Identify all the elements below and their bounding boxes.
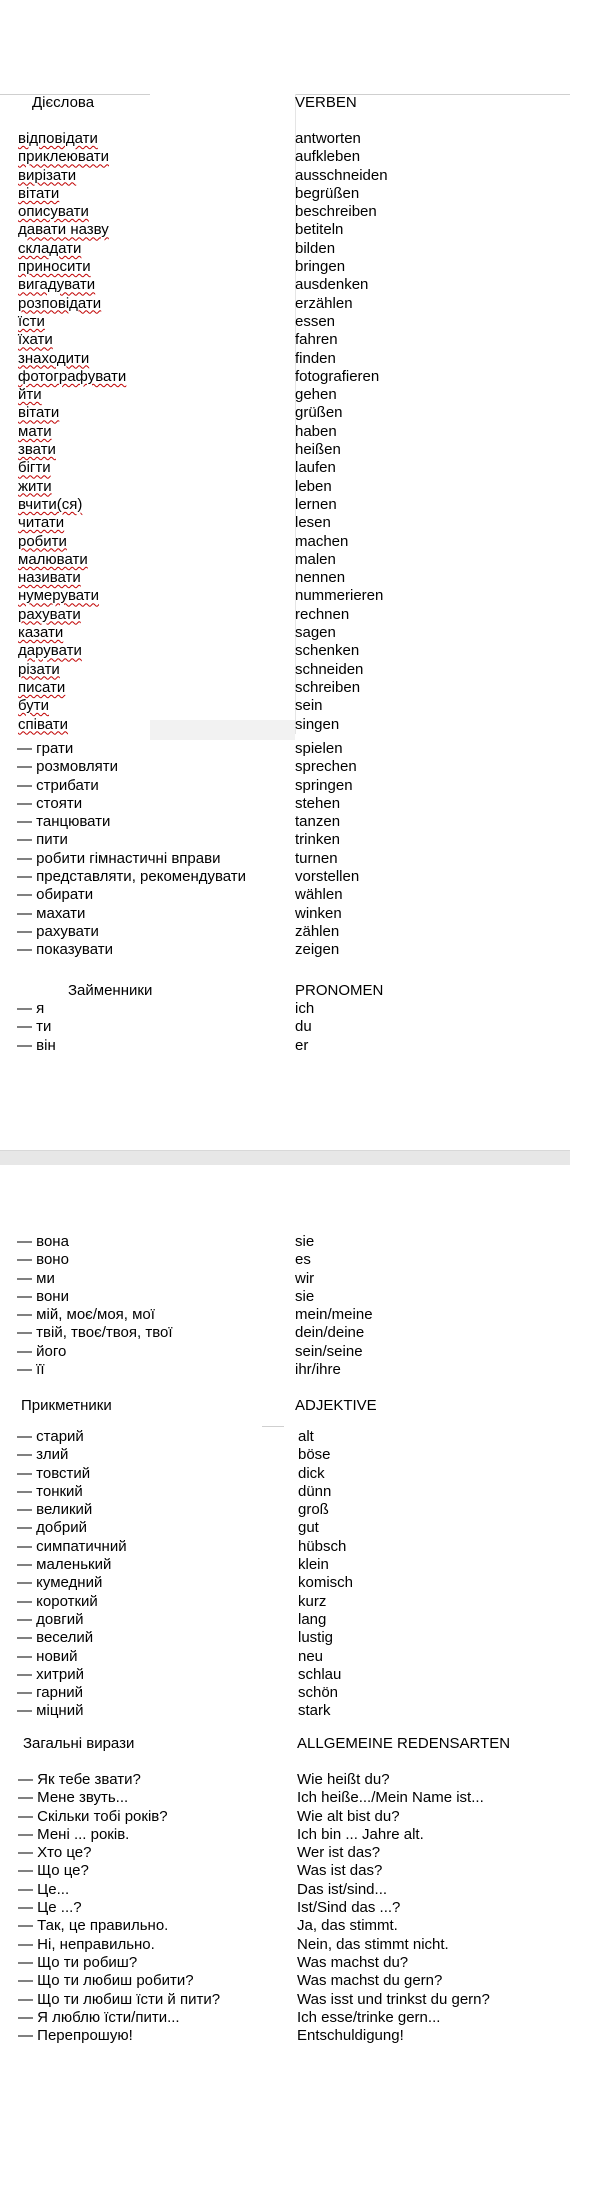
verb-uk-item: називати	[18, 569, 81, 587]
pronoun-uk-item: — я	[17, 1000, 45, 1017]
verb-uk-item: приносити	[18, 258, 91, 276]
phrase-de-item: Was isst und trinkst du gern?	[297, 1990, 490, 2008]
adjective-de-item: schlau	[298, 1665, 342, 1683]
phrase-de-item: Entschuldigung!	[297, 2027, 404, 2045]
adjective-de-item: stark	[298, 1702, 331, 1720]
pronoun-uk-item: — він	[17, 1036, 56, 1054]
verb-dash-uk-item: — показувати	[17, 941, 113, 959]
verb-de-item: laufen	[295, 459, 336, 477]
pronoun-uk-item: — її	[17, 1361, 45, 1379]
verb-dash-de-item: turnen	[295, 849, 338, 867]
phrases-heading-uk: Загальні вирази	[23, 1735, 135, 1752]
verb-uk-item: знаходити	[18, 349, 90, 367]
verbs-heading-uk: Дієслова	[32, 94, 95, 111]
verb-dash-de-item: winken	[295, 904, 342, 922]
phrase-uk-item: — Що ти любиш робити?	[18, 1972, 194, 1990]
pronoun-de-item: du	[295, 1018, 312, 1036]
phrase-uk-item: — Що це?	[18, 1862, 89, 1880]
adjectives-heading-de: ADJEKTIVE	[295, 1397, 377, 1414]
adjective-de-item: dick	[298, 1464, 325, 1482]
verb-de-item: antworten	[295, 130, 361, 147]
verb-uk-item: звати	[18, 441, 56, 459]
phrase-de-item: Ich bin ... Jahre alt.	[297, 1825, 424, 1843]
page-separator	[0, 1150, 570, 1166]
pronoun-de-item: dein/deine	[295, 1324, 365, 1342]
pronoun-de-item: wir	[295, 1269, 315, 1287]
pronoun-uk-item: — ти	[17, 1018, 52, 1036]
verb-de-item: heißen	[295, 441, 341, 459]
pronoun-uk-item: — вони	[17, 1287, 69, 1305]
phrase-uk-item: — Що ти робиш?	[18, 1953, 138, 1971]
pronoun-de-item: ich	[295, 1000, 315, 1017]
verb-uk-item: складати	[18, 239, 82, 257]
verb-uk-item: співати	[18, 715, 69, 733]
verb-uk-item: фотографувати	[18, 367, 127, 385]
verb-dash-de-item: wählen	[295, 886, 343, 904]
verb-dash-uk-item: — танцювати	[17, 813, 111, 831]
adjective-uk-item: — великий	[17, 1501, 93, 1519]
verbs-heading-de: VERBEN	[295, 94, 357, 111]
phrase-de-item: Das ist/sind...	[297, 1880, 388, 1898]
adjective-de-item: groß	[298, 1501, 329, 1519]
phrase-de-item: Wer ist das?	[297, 1844, 381, 1862]
verb-dash-de-item: zeigen	[295, 941, 340, 959]
pronoun-de-item: sie	[295, 1233, 315, 1250]
verb-uk-item: нумерувати	[18, 587, 100, 605]
phrase-uk-item: — Що ти любиш їсти й пити?	[18, 1990, 221, 2008]
verb-dash-de-item: sprechen	[295, 758, 357, 776]
verb-uk-item: читати	[18, 514, 65, 532]
verb-de-item: leben	[295, 477, 332, 495]
verb-de-item: bringen	[295, 258, 346, 276]
verb-uk-item: різати	[18, 660, 60, 678]
phrase-de-item: Was machst du?	[297, 1953, 409, 1971]
adjective-de-item: böse	[298, 1446, 331, 1464]
verb-de-item: fahren	[295, 331, 338, 349]
verb-dash-de-item: vorstellen	[295, 868, 360, 886]
verb-de-item: begrüßen	[295, 184, 360, 202]
verb-uk-item: малювати	[18, 550, 88, 568]
verb-uk-item: описувати	[18, 203, 89, 221]
verb-de-item: rechnen	[295, 605, 350, 623]
pronoun-uk-item: — воно	[17, 1251, 69, 1269]
verb-uk-item: робити	[18, 532, 67, 550]
pronoun-uk-item: — ми	[17, 1269, 55, 1287]
verb-de-item: erzählen	[295, 294, 353, 312]
adjective-uk-item: — довгий	[17, 1610, 84, 1628]
adjective-de-item: lustig	[298, 1629, 334, 1647]
adjective-uk-item: — хитрий	[17, 1665, 85, 1683]
verb-de-item: sagen	[295, 624, 336, 642]
adjective-uk-item: — добрий	[17, 1519, 87, 1537]
verb-dash-de-item: stehen	[295, 794, 341, 812]
verbs-dash-list-uk	[17, 740, 292, 960]
verb-de-item: lesen	[295, 514, 331, 532]
adjective-uk-item: — веселий	[17, 1629, 94, 1647]
adjective-de-item: gut	[298, 1519, 319, 1537]
phrase-de-item: Ich heiße.../Mein Name ist...	[297, 1789, 484, 1807]
phrase-uk-item: — Мене звуть...	[18, 1789, 129, 1807]
phrases-heading-de: ALLGEMEINE REDENSARTEN	[297, 1735, 511, 1752]
adjective-uk-item: — злий	[17, 1446, 69, 1464]
pronoun-de-item: er	[295, 1036, 309, 1054]
verbs-list-de	[295, 130, 585, 734]
phrase-uk-item: — Мені ... років.	[18, 1825, 130, 1843]
adjectives-heading-uk: Прикметники	[21, 1397, 112, 1414]
phrase-uk-item: — Це...	[18, 1880, 70, 1898]
verb-dash-uk-item: — рахувати	[17, 922, 99, 940]
verb-de-item: betiteln	[295, 221, 344, 239]
adjective-uk-item: — новий	[17, 1647, 78, 1665]
verb-de-item: essen	[295, 312, 336, 330]
adjective-de-item: komisch	[298, 1574, 354, 1592]
pronoun-de-item: sie	[295, 1287, 315, 1305]
verb-dash-uk-item: — махати	[17, 904, 86, 922]
phrase-uk-item: — Я люблю їсти/пити...	[18, 2008, 180, 2026]
verb-dash-de-item: tanzen	[295, 813, 341, 831]
verb-uk-item: їсти	[18, 312, 45, 330]
phrase-de-item: Wie heißt du?	[297, 1771, 390, 1788]
verb-uk-item: вчити(ся)	[18, 495, 83, 513]
verb-uk-item: мати	[18, 422, 52, 440]
adjective-uk-item: — старий	[17, 1428, 84, 1445]
phrase-de-item: Ja, das stimmt.	[297, 1917, 398, 1935]
adjective-uk-item: — симпатичний	[17, 1537, 127, 1555]
adjective-uk-item: — міцний	[17, 1702, 84, 1720]
pronoun-uk-item: — вона	[17, 1233, 69, 1250]
verb-uk-item: жити	[18, 477, 52, 495]
adjective-de-item: alt	[298, 1428, 314, 1445]
phrase-uk-item: — Так, це правильно.	[18, 1917, 169, 1935]
verb-de-item: ausdenken	[295, 276, 369, 294]
phrases-list-de	[297, 1771, 582, 2045]
pronoun-de-item: es	[295, 1251, 311, 1269]
adjective-de-item: kurz	[298, 1592, 327, 1610]
verb-uk-item: бути	[18, 697, 50, 715]
verb-uk-item: рахувати	[18, 605, 81, 623]
pronoun-uk-item: — твій, твоє/твоя, твої	[17, 1324, 173, 1342]
pronouns-list-de-p2	[295, 1233, 585, 1379]
adjective-de-item: klein	[298, 1556, 329, 1574]
verb-dash-uk-item: — стояти	[17, 794, 83, 812]
verb-uk-item: писати	[18, 678, 66, 696]
verb-uk-item: йти	[18, 386, 42, 404]
verb-dash-uk-item: — розмовляти	[17, 758, 118, 776]
verb-de-item: malen	[295, 550, 336, 568]
pronoun-de-item: sein/seine	[295, 1342, 363, 1360]
pronouns-list-de-p1	[295, 1000, 585, 1055]
pronouns-list-uk-p1	[17, 1000, 287, 1055]
phrase-de-item: Wie alt bist du?	[297, 1807, 400, 1825]
verb-uk-item: приклеювати	[18, 148, 109, 166]
verb-dash-de-item: springen	[295, 776, 353, 794]
adjective-de-item: neu	[298, 1647, 324, 1665]
adjective-de-item: hübsch	[298, 1537, 347, 1555]
verb-dash-uk-item: — представляти, рекомендувати	[17, 868, 247, 886]
adjective-de-item: dünn	[298, 1482, 332, 1500]
verb-de-item: singen	[295, 715, 340, 733]
verb-dash-de-item: zählen	[295, 922, 340, 940]
adjective-uk-item: — кумедний	[17, 1574, 103, 1592]
verb-de-item: schreiben	[295, 678, 361, 696]
phrase-uk-item: — Як тебе звати?	[18, 1771, 141, 1788]
phrase-uk-item: — Перепрошую!	[18, 2027, 133, 2045]
adjective-uk-item: — гарний	[17, 1684, 84, 1702]
phrase-de-item: Ich esse/trinke gern...	[297, 2008, 441, 2026]
phrase-de-item: Was ist das?	[297, 1862, 383, 1880]
verb-de-item: beschreiben	[295, 203, 377, 221]
verb-dash-uk-item: — грати	[17, 740, 74, 757]
verb-dash-uk-item: — пити	[17, 831, 68, 849]
adjectives-list-uk	[17, 1428, 287, 1721]
phrases-list-uk	[18, 1771, 288, 2045]
pronoun-de-item: ihr/ihre	[295, 1361, 341, 1379]
adjectives-list-de	[298, 1428, 578, 1721]
phrase-uk-item: — Скільки тобі років?	[18, 1807, 168, 1825]
adjective-uk-item: — товстий	[17, 1464, 91, 1482]
verbs-dash-list-de	[295, 740, 585, 960]
phrase-uk-item: — Хто це?	[18, 1844, 92, 1862]
verb-de-item: haben	[295, 422, 337, 440]
pronouns-heading-uk: Займенники	[68, 982, 153, 999]
phrase-uk-item: — Ні, неправильно.	[18, 1935, 155, 1953]
phrase-de-item: Was machst du gern?	[297, 1972, 443, 1990]
verb-uk-item: відповідати	[18, 130, 98, 147]
verb-dash-de-item: spielen	[295, 740, 343, 757]
verb-uk-item: бігти	[18, 459, 51, 477]
verb-de-item: lernen	[295, 495, 337, 513]
verb-de-item: sein	[295, 697, 323, 715]
adjective-de-item: schön	[298, 1684, 339, 1702]
verbs-list-uk	[18, 130, 288, 734]
verb-de-item: machen	[295, 532, 349, 550]
phrase-de-item: Nein, das stimmt nicht.	[297, 1935, 449, 1953]
adjective-uk-item: — короткий	[17, 1592, 98, 1610]
verb-uk-item: їхати	[18, 331, 53, 349]
verb-de-item: gehen	[295, 386, 337, 404]
verb-dash-de-item: trinken	[295, 831, 341, 849]
phrase-uk-item: — Це ...?	[18, 1899, 82, 1917]
pronouns-list-uk-p2	[17, 1233, 287, 1379]
verb-uk-item: вирізати	[18, 166, 77, 184]
verb-de-item: nummerieren	[295, 587, 384, 605]
verb-uk-item: казати	[18, 624, 64, 642]
adjective-uk-item: — тонкий	[17, 1482, 83, 1500]
verb-de-item: finden	[295, 349, 336, 367]
verb-uk-item: вітати	[18, 184, 60, 202]
pronoun-de-item: mein/meine	[295, 1306, 373, 1324]
verb-de-item: ausschneiden	[295, 166, 388, 184]
verb-uk-item: вітати	[18, 404, 60, 422]
verb-de-item: nennen	[295, 569, 346, 587]
verb-dash-uk-item: — обирати	[17, 886, 94, 904]
adjective-uk-item: — маленький	[17, 1556, 112, 1574]
verb-de-item: fotografieren	[295, 367, 380, 385]
verb-de-item: bilden	[295, 239, 336, 257]
verb-dash-uk-item: — робити гімнастичні вправи	[17, 849, 221, 867]
verb-uk-item: розповідати	[18, 294, 102, 312]
verb-dash-uk-item: — стрибати	[17, 776, 99, 794]
verb-uk-item: давати назву	[18, 221, 109, 239]
verb-de-item: grüßen	[295, 404, 343, 422]
verb-de-item: schneiden	[295, 660, 364, 678]
separator-mark	[262, 1426, 284, 1427]
verb-uk-item: дарувати	[18, 642, 82, 660]
pronouns-heading-de: PRONOMEN	[295, 982, 384, 999]
pronoun-uk-item: — мій, моє/моя, мої	[17, 1306, 155, 1324]
pronoun-uk-item: — його	[17, 1342, 67, 1360]
phrase-de-item: Ist/Sind das ...?	[297, 1899, 401, 1917]
adjective-de-item: lang	[298, 1610, 327, 1628]
verb-de-item: aufkleben	[295, 148, 361, 166]
verb-uk-item: вигадувати	[18, 276, 96, 294]
verb-de-item: schenken	[295, 642, 360, 660]
